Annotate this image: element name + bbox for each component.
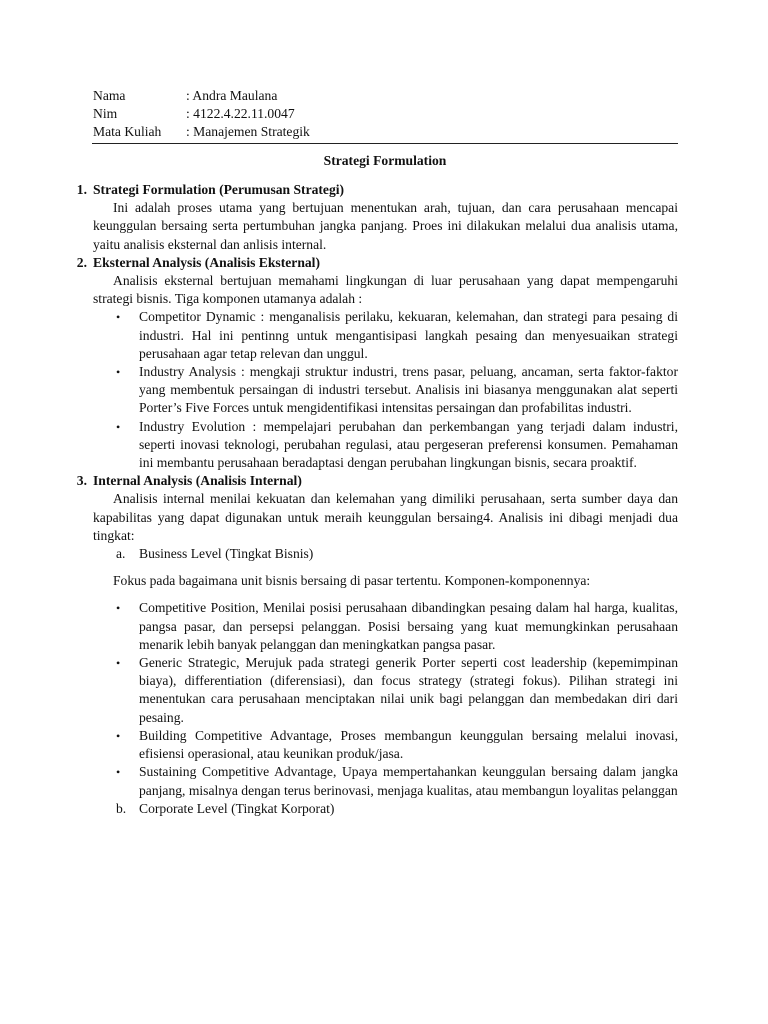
info-row-course bbox=[93, 123, 678, 141]
bullet-icon: • bbox=[116, 365, 121, 380]
list-item bbox=[116, 418, 678, 473]
section-number: 2. bbox=[76, 254, 87, 270]
list-item bbox=[116, 763, 678, 799]
bullet-icon: • bbox=[116, 601, 121, 616]
bullet-icon: • bbox=[116, 419, 121, 434]
section-paragraph: Analisis internal menilai kekuatan dan kelemahan yang dimiliki perusahaan, serta sumber daya dan kapabilitas yang dapat digunakan untuk meraih keunggulan bersaing4. Analisis ini dibagi menjadi dua tingkat: bbox=[93, 491, 678, 543]
section-paragraph: Analisis eksternal bertujuan memahami lingkungan di luar perusahaan yang dapat mempengaruhi strategi bisnis. Tiga komponen utamanya adalah : bbox=[93, 273, 678, 307]
section-number: 1. bbox=[76, 182, 87, 197]
sub-heading-corporate-level bbox=[93, 800, 678, 818]
info-label: Nim bbox=[93, 106, 118, 122]
spacer bbox=[93, 563, 678, 572]
info-row-name bbox=[93, 87, 678, 105]
bullet-list bbox=[93, 308, 678, 472]
sub-letter: b. bbox=[116, 800, 127, 816]
list-item-text: Sustaining Competitive Advantage, Upaya mempertahankan keunggulan bersaing dalam jangka panjang, misalnya dengan terus berinovasi, menjaga kualitas, atau membangun loyalitas pelanggan bbox=[139, 764, 678, 798]
sub-label: Corporate Level (Tingkat Korporat) bbox=[139, 800, 335, 816]
section-heading bbox=[76, 181, 678, 199]
section-title: Strategi Formulation (Perumusan Strategi) bbox=[93, 182, 345, 197]
list-item bbox=[116, 308, 678, 363]
info-label: Mata Kuliah bbox=[93, 124, 162, 140]
section-title: Eksternal Analysis (Analisis Eksternal) bbox=[93, 254, 320, 270]
spacer bbox=[93, 590, 678, 599]
section-heading bbox=[76, 254, 678, 272]
bullet-icon: • bbox=[116, 656, 121, 671]
section-heading bbox=[76, 472, 678, 490]
info-value: : Manajemen Strategik bbox=[186, 124, 310, 140]
header-divider bbox=[92, 143, 678, 144]
list-item bbox=[116, 654, 678, 727]
document-title: Strategi Formulation bbox=[323, 153, 447, 168]
bullet-icon: • bbox=[116, 310, 121, 325]
focus-paragraph: Fokus pada bagaimana unit bisnis bersaing di pasar tertentu. Komponen-komponennya: bbox=[113, 573, 591, 589]
info-value: : Andra Maulana bbox=[186, 88, 278, 103]
section-number: 3. bbox=[76, 473, 87, 489]
bullet-icon: • bbox=[116, 765, 121, 780]
list-item-text: Competitor Dynamic : menganalisis perilaku, kekuaran, kelemahan, dan strategi para pesaing di industri. Hal ini pentinng untuk mengantisipasi langkah pesaing dan menyesuaikan strategi perusahaan agar tetap relevan dan unggul. bbox=[139, 309, 678, 361]
sub-letter: a. bbox=[116, 546, 126, 562]
list-item-text: Generic Strategic, Merujuk pada strategi generik Porter seperti cost leadership (kepemimpinan biaya), differentiation (diferensiasi), dan focus strategy (strategi fokus). Pilihan strategi ini menentukan cara perusahaan menciptakan nilai unik bagi pelanggan dan membedakan diri dari pesaing. bbox=[139, 655, 678, 725]
list-item-text: Industry Analysis : mengkaji struktur industri, trens pasar, peluang, ancaman, serta faktor-faktor yang membentuk persaingan di industri tersebut. Analisis ini biasanya menggunakan alat seperti Porter’s Five Forces untuk mengidentifikasi intensitas persaingan dan profabilitas industri. bbox=[139, 364, 678, 416]
info-value: : 4122.4.22.11.0047 bbox=[186, 106, 295, 122]
info-label: Nama bbox=[93, 88, 126, 103]
list-item-text: Competitive Position, Menilai posisi perusahaan dibandingkan pesaing dalam hal harga, kualitas, pangsa pasar, dan persepsi pelanggan. Posisi bersaing yang kuat memungkinkan perusahaan menarik lebih banyak pelanggan dan meningkatkan pangsa pasar. bbox=[139, 600, 678, 652]
info-row-nim bbox=[93, 105, 678, 123]
sub-heading-business-level bbox=[93, 545, 678, 563]
document-body bbox=[76, 181, 678, 818]
list-item-text: Building Competitive Advantage, Proses membangun keunggulan bersaing melalui inovasi, efisiensi operasional, atau keunikan produk/jasa. bbox=[139, 727, 678, 762]
section-title: Internal Analysis (Analisis Internal) bbox=[93, 473, 302, 489]
bullet-icon: • bbox=[116, 728, 121, 743]
section-paragraph: Ini adalah proses utama yang bertujuan menentukan arah, tujuan, dan cara perusahaan mencapai keunggulan bersaing serta pertumbuhan jangka panjang. Proes ini dilakukan melalui dua analisis utama, yaitu analisis eksternal dan anlisis internal. bbox=[93, 200, 678, 252]
sub-label: Business Level (Tingkat Bisnis) bbox=[139, 546, 314, 562]
list-item-text: Industry Evolution : mempelajari perubahan dan perkembangan yang terjadi dalam industri, seperti inovasi teknologi, perubahan regulasi, atau pergeseran preferensi konsumen. Pemahaman ini membantu perusahaan beradaptasi dengan perubahan lingkungan bisnis, secara proaktif. bbox=[139, 418, 678, 471]
list-item bbox=[116, 363, 678, 418]
bullet-list bbox=[93, 599, 678, 799]
list-item bbox=[116, 599, 678, 654]
student-info bbox=[93, 87, 678, 142]
list-item bbox=[116, 727, 678, 763]
